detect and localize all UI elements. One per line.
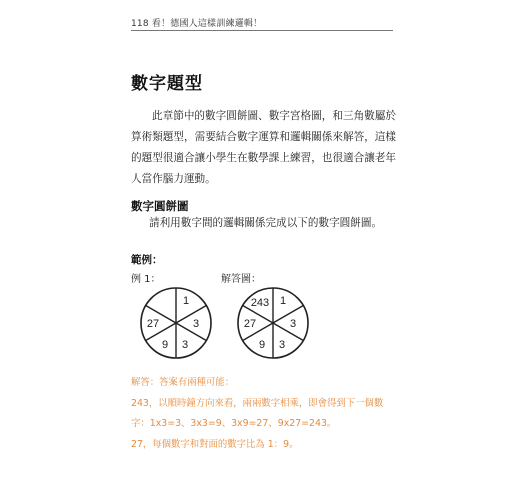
answer-line: 27，每個數字和對面的數字比為 1：9。 (131, 439, 299, 450)
intro-paragraph: 此章節中的數字圓餅圖、數字宮格圖，和三角數屬於算術類題型，需要結合數字運算和邏輯關係來解答，這樣的題型很適合讓小學生在數學課上練習，也很適合讓老年人當作腦力運動。 (131, 110, 396, 185)
puzzle-caption: 例 1： (131, 274, 161, 285)
answer-line: 解答：答案有兩種可能： (131, 377, 235, 388)
answer-caption: 解答圖： (221, 274, 261, 285)
running-header: 118 看！德國人這樣訓練邏輯！ (131, 19, 263, 29)
answer-line: 字：1x3=3、3x3=9、3x9=27、9x27=243。 (131, 418, 337, 429)
answer-line: 243，以順時鐘方向來看，兩兩數字相乘，即會得到下一個數 (131, 398, 384, 409)
answer-wheel (236, 286, 310, 360)
wheel-number: 3 (192, 318, 200, 330)
wheel-number: 3 (181, 339, 189, 351)
section-instruction: 請利用數字間的邏輯關係完成以下的數字圓餅圖。 (149, 217, 383, 229)
wheel-number: 9 (258, 339, 266, 351)
wheel-number: 3 (278, 339, 286, 351)
chapter-title: 數字題型 (131, 74, 203, 94)
wheel-number: 27 (146, 318, 160, 330)
wheel-number: 3 (289, 318, 297, 330)
wheel-number: 243 (250, 297, 270, 309)
example-label: 範例： (131, 254, 163, 266)
section-title: 數字圓餅圖 (131, 199, 189, 213)
wheel-number: 1 (182, 295, 190, 307)
wheel-number: 1 (279, 295, 287, 307)
header-rule (131, 30, 393, 31)
wheel-number: 9 (161, 339, 169, 351)
wheel-number: 27 (243, 318, 257, 330)
puzzle-wheel (139, 286, 213, 360)
